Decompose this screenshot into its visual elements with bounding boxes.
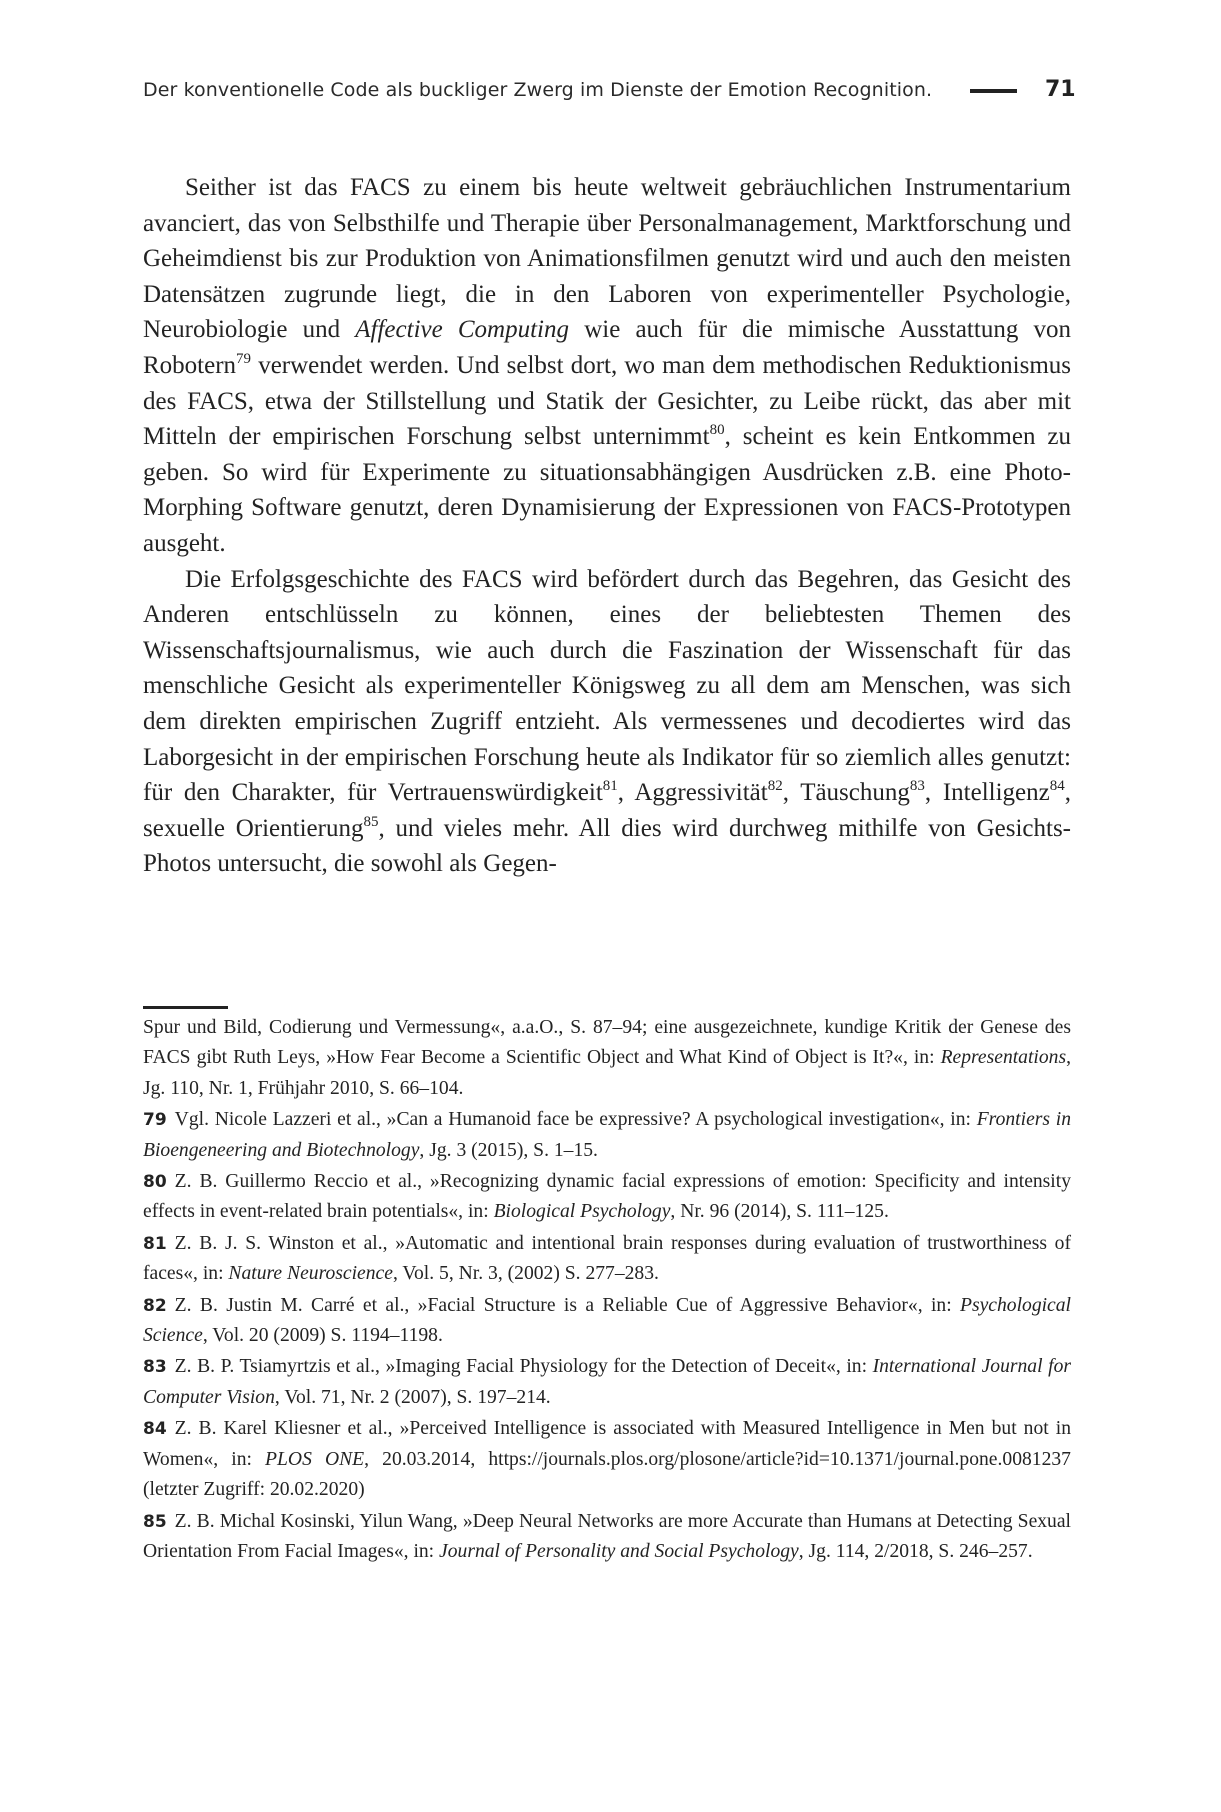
text-run: wie auch für die mimische Ausstattung von Robotern (143, 316, 1071, 379)
text-run: , Nr. 96 (2014), S. 111–125. (670, 1201, 889, 1223)
text-run: Vgl. Nicole Lazzeri et al., »Can a Humanoid face be expressive? A psychological investigation«, in: (174, 1109, 977, 1131)
text-run: , Vol. 71, Nr. 2 (2007), S. 197–214. (274, 1386, 551, 1408)
main-text (143, 170, 1071, 882)
text-run: , und vieles mehr. All dies wird durchweg mithilfe von Gesichts-Photos untersucht, die sowohl als Gegen- (143, 814, 1072, 878)
footnote-ref-80[interactable]: 80 (709, 422, 725, 439)
footnote-rule (143, 1006, 228, 1009)
paragraph-2 (143, 562, 1071, 882)
text-run: , Täuschung (782, 779, 910, 807)
text-run: , Intelligenz (924, 779, 1050, 807)
page-number: 71 (1045, 77, 1076, 102)
text-run: , 20.03.2014, https://journals.plos.org/plosone/article?id=10.1371/journal.pone.0081237 (letzter Zugriff: 20.02.2020) (143, 1448, 1071, 1501)
journal-title: International Journal for Computer Vision (143, 1356, 1071, 1408)
footnote-79 (143, 1105, 1071, 1166)
paragraph-1 (143, 170, 1071, 562)
footnote-ref-81[interactable]: 81 (602, 778, 618, 795)
text-run: Z. B. Michal Kosinski, Yilun Wang, »Deep Neural Networks are more Accurate than Humans at Detecting Sexual Orientation From Facial Images«, in: (143, 1510, 1071, 1562)
text-run: , Aggressivität (617, 779, 768, 807)
journal-title: Nature Neuroscience (228, 1263, 393, 1285)
text-run: , scheint es kein Entkommen zu geben. So wird für Experimente zu situationsabhängigen Ausdrücken z.B. eine Photo-Morphing Software genutzt, deren Dynamisierung der Expressionen von FACS-Prototypen ausgeht. (143, 423, 1071, 557)
running-title: Der konventionelle Code als buckliger Zwerg im Dienste der Emotion Recognition. (143, 79, 933, 101)
footnote-ref-82[interactable]: 82 (767, 778, 783, 795)
text-run: Z. B. P. Tsiamyrtzis et al., »Imaging Facial Physiology for the Detection of Deceit«, in: (174, 1356, 873, 1378)
footnote-ref-79[interactable]: 79 (236, 350, 252, 367)
text-run: , Jg. 114, 2/2018, S. 246–257. (798, 1540, 1033, 1562)
journal-title: Biological Psychology (493, 1201, 671, 1223)
footnote-number: 80 (143, 1172, 167, 1193)
text-run: , Vol. 5, Nr. 3, (2002) S. 277–283. (392, 1263, 659, 1285)
footnote-number: 85 (143, 1511, 167, 1532)
footnote-ref-83[interactable]: 83 (909, 778, 925, 795)
text-run: Spur und Bild, Codierung und Vermessung«, a.a.O., S. 87–94; eine ausgezeichnete, kundige Kritik der Genese des FACS gibt Ruth Leys, »How Fear Become a Scientific Object and What Kind of Object is It?«, in: (143, 1017, 1071, 1069)
text-run: Die Erfolgsgeschichte des FACS wird befördert durch das Begehren, das Gesicht des Anderen entschlüsseln zu können, eines der beliebtesten Themen des Wissenschaftsjournalismus, wie auch durch die Faszination der Wissenschaft für das menschliche Gesicht als experimenteller Königsweg zu all dem am Menschen, was sich dem direkten empirischen Zugriff entzieht. Als vermessenes und decodiertes wird das Laborgesicht in der empirischen Forschung heute als Indikator für so ziemlich alles genutzt: für den Charakter, für Vertrauenswürdigkeit (143, 565, 1071, 807)
journal-title: PLOS ONE (265, 1448, 365, 1470)
header-rule (970, 89, 1017, 93)
text-run: , sexuelle Orientierung (143, 779, 1071, 842)
text-run: Z. B. J. S. Winston et al., »Automatic and intentional brain responses during evaluation of trustworthiness of faces«, in: (143, 1232, 1071, 1285)
footnote-number: 84 (143, 1419, 167, 1440)
text-run: , Jg. 3 (2015), S. 1–15. (419, 1139, 598, 1161)
text-run: Seither ist das FACS zu einem bis heute weltweit gebräuchlichen Instrumentarium avanciert, das von Selbsthilfe und Therapie über Personalmanagement, Marktforschung und Geheimdienst bis zur Produktion von Animationsfilmen genutzt wird und auch den meisten Datensätzen zugrunde liegt, die in den Laboren von experimenteller Psychologie, Neurobiologie und (143, 174, 1071, 344)
text-run: , Jg. 110, Nr. 1, Frühjahr 2010, S. 66–104. (143, 1047, 1071, 1099)
footnote-number: 79 (143, 1110, 167, 1131)
footnote-80 (143, 1167, 1071, 1228)
footnote-ref-84[interactable]: 84 (1049, 778, 1065, 795)
page-header (143, 76, 1076, 116)
text-run: , Vol. 20 (2009) S. 1194–1198. (202, 1325, 443, 1347)
text-run: Z. B. Karel Kliesner et al., »Perceived Intelligence is associated with Measured Intelligence in Men but not in Women«, in: (143, 1418, 1071, 1470)
footnote-number: 82 (143, 1295, 167, 1316)
journal-title: Psychological Science (143, 1294, 1071, 1347)
footnote-continuation (143, 1013, 1071, 1104)
footnote-number: 83 (143, 1357, 167, 1378)
footnote-number: 81 (143, 1233, 167, 1254)
emphasis-term: Affective Computing (355, 316, 570, 344)
footnote-84 (143, 1414, 1071, 1505)
footnote-85 (143, 1507, 1071, 1568)
journal-title: Frontiers in Bioengeneering and Biotechnology (143, 1109, 1071, 1161)
text-run: Z. B. Justin M. Carré et al., »Facial Structure is a Reliable Cue of Aggressive Behavior«, in: (174, 1294, 960, 1316)
footnote-ref-85[interactable]: 85 (363, 813, 379, 830)
text-run: verwendet werden. Und selbst dort, wo man dem methodischen Reduktionismus des FACS, etwa der Stillstellung und Statik der Gesichter, zu Leibe rückt, das aber mit Mitteln der empirischen Forschung selbst unternimmt (143, 351, 1071, 451)
footnote-81 (143, 1229, 1071, 1290)
journal-title: Journal of Personality and Social Psychology (439, 1540, 799, 1562)
footnotes (143, 1013, 1071, 1568)
footnote-83 (143, 1352, 1071, 1413)
journal-title: Representations (940, 1047, 1067, 1069)
footnote-82 (143, 1291, 1071, 1352)
text-run: Z. B. Guillermo Reccio et al., »Recognizing dynamic facial expressions of emotion: Specificity and intensity effects in event-related brain potentials«, in: (143, 1171, 1071, 1223)
